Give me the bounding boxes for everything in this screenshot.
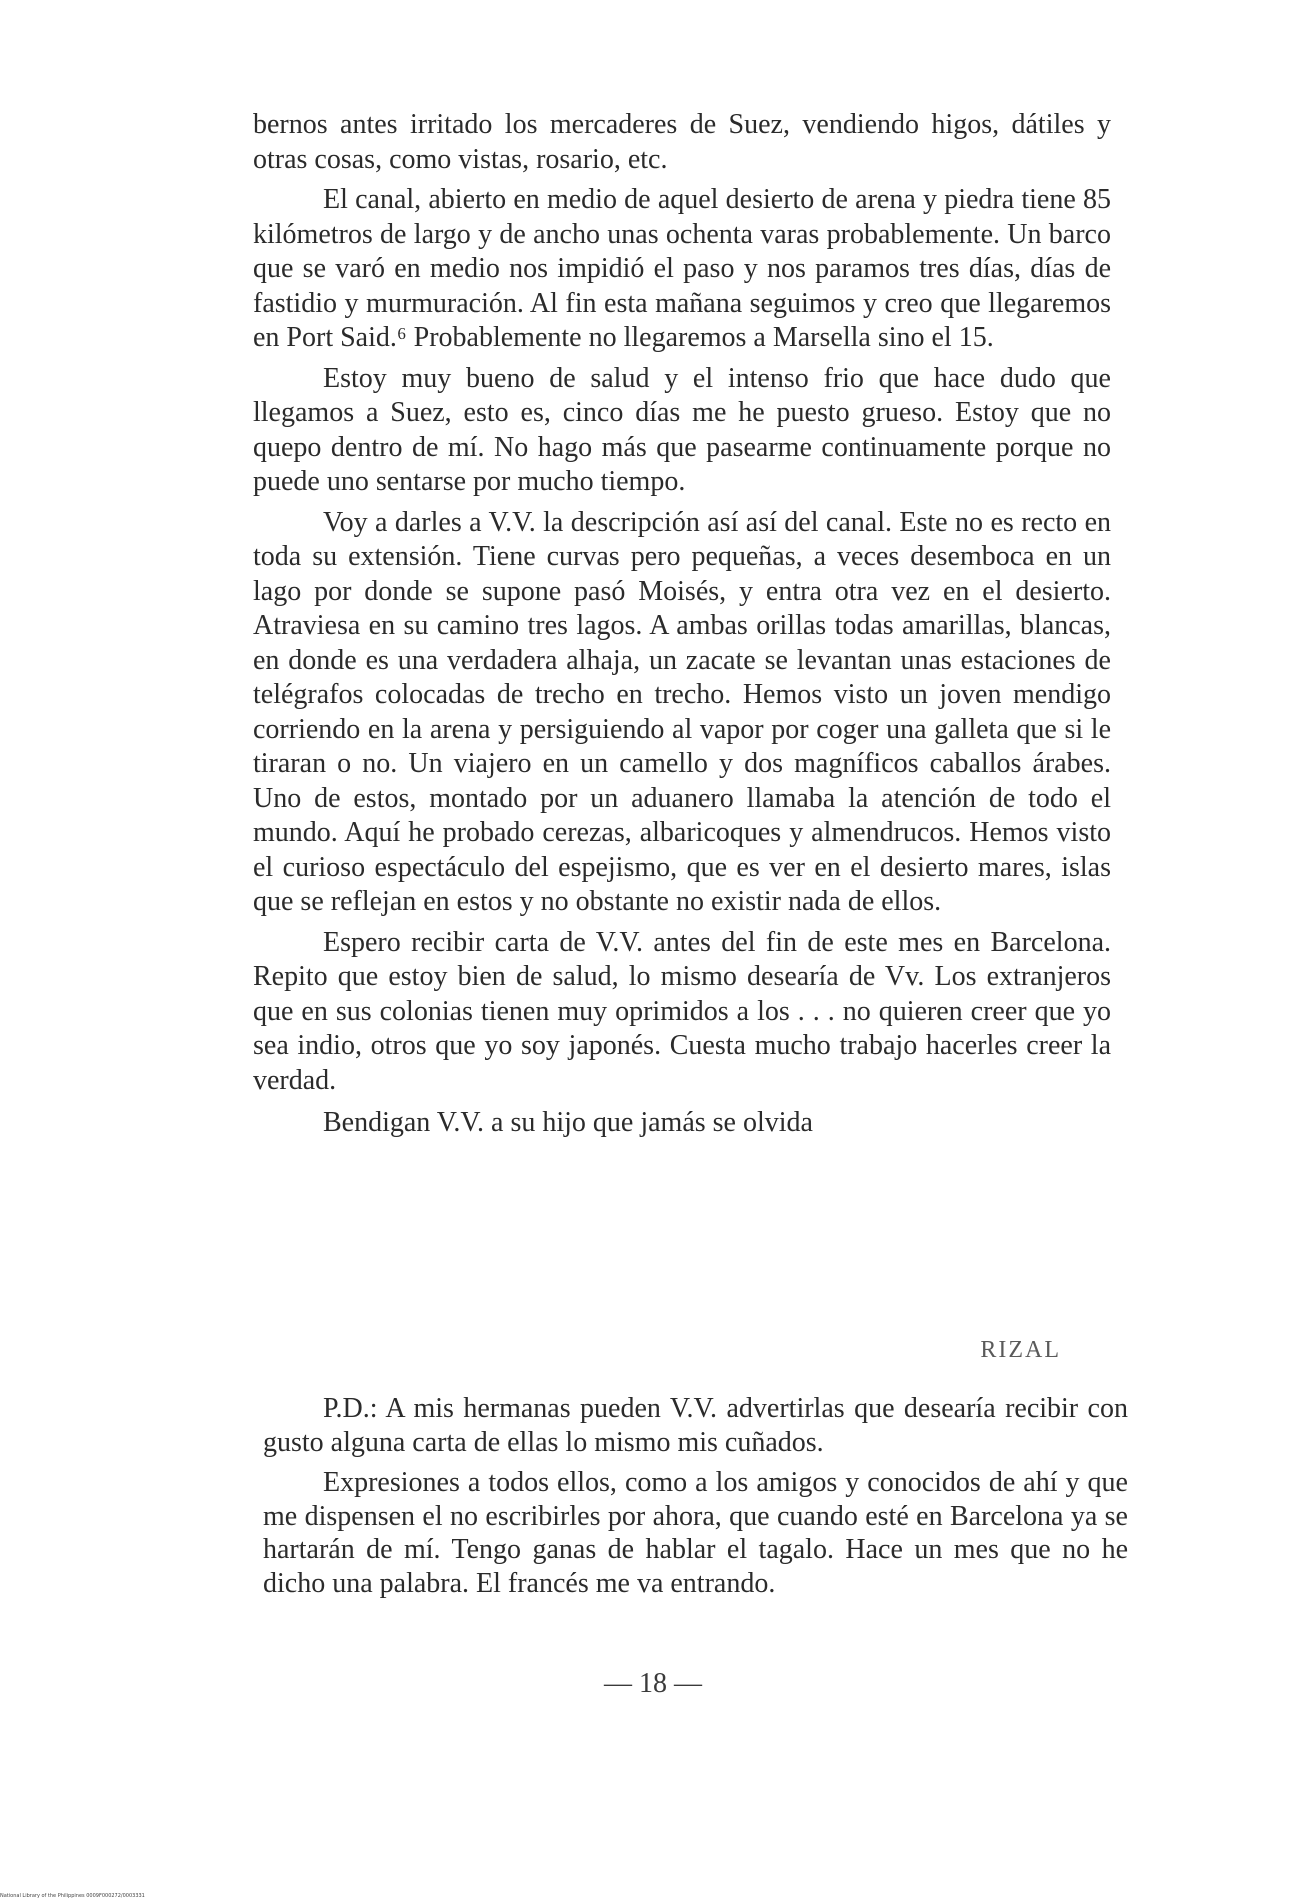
page-number: — 18 —	[604, 1668, 702, 1699]
paragraph-5: Espero recibir carta de V.V. antes del fin de este mes en Barcelona. Repito que estoy bien de salud, lo mismo desearía de Vv. Los extranjeros que en sus colonias tienen muy oprimidos a los . . . no quieren creer que yo sea indio, otros que yo soy japonés. Cuesta mucho trabajo hacerles creer la verdad.	[253, 926, 1111, 1096]
closing-line: Bendigan V.V. a su hijo que jamás se olvida	[323, 1107, 813, 1138]
postscript	[263, 1392, 1128, 1607]
paragraph-4: Voy a darles a V.V. la descripción así así del canal. Este no es recto en toda su extensión. Tiene curvas pero pequeñas, a veces desemboca en un lago por donde se supone pasó Moisés, y entra otra vez en el desierto. Atraviesa en su camino tres lagos. A ambas orillas todas amarillas, blancas, en donde es una verdadera alhaja, un zacate se levantan unas estaciones de telégrafos colocadas de trecho en trecho. Hemos visto un joven mendigo corriendo en la arena y persiguiendo al vapor por coger una galleta que si le tiraran o no. Un viajero en un camello y dos magníficos caballos árabes. Uno de estos, montado por un aduanero llamaba la atención de todo el mundo. Aquí he probado cerezas, albaricoques y almendrucos. Hemos visto el curioso espectáculo del espejismo, que es ver en el desierto mares, islas que se reflejan en estos y no obstante no existir nada de ellos.	[253, 506, 1111, 917]
signature: RIZAL	[980, 1337, 1061, 1363]
paragraph-1: bernos antes irritado los mercaderes de Suez, vendiendo higos, dátiles y otras cosas, como vistas, rosario, etc.	[253, 109, 1111, 175]
postscript-paragraph-2: Expresiones a todos ellos, como a los amigos y conocidos de ahí y que me dispensen el no escribirles por ahora, que cuando esté en Barcelona ya se hartarán de mí. Tengo ganas de hablar el tagalo. Hace un mes que no he dicho una palabra. El francés me va entrando.	[263, 1467, 1128, 1599]
paragraph-2: El canal, abierto en medio de aquel desierto de arena y piedra tiene 85 kilómetros de largo y de ancho unas ochenta varas probablemente. Un barco que se varó en medio nos impidió el paso y nos paramos tres días, días de fastidio y murmuración. Al fin esta mañana seguimos y creo que llegaremos en Port Said.⁶ Probablemente no llegaremos a Marsella sino el 15.	[253, 184, 1111, 353]
paragraph-3: Estoy muy bueno de salud y el intenso frio que hace dudo que llegamos a Suez, esto es, cinco días me he puesto grueso. Estoy que no quepo dentro de mí. No hago más que pasearme continuamente porque no puede uno sentarse por mucho tiempo.	[253, 362, 1111, 497]
postscript-paragraph-1: P.D.: A mis hermanas pueden V.V. advertirlas que desearía recibir con gusto alguna carta de ellas lo mismo mis cuñados.	[263, 1393, 1128, 1458]
letter-body	[253, 108, 1111, 1147]
archive-footer-note: National Library of the Philippines 0009F000272/0003331	[0, 1893, 145, 1899]
